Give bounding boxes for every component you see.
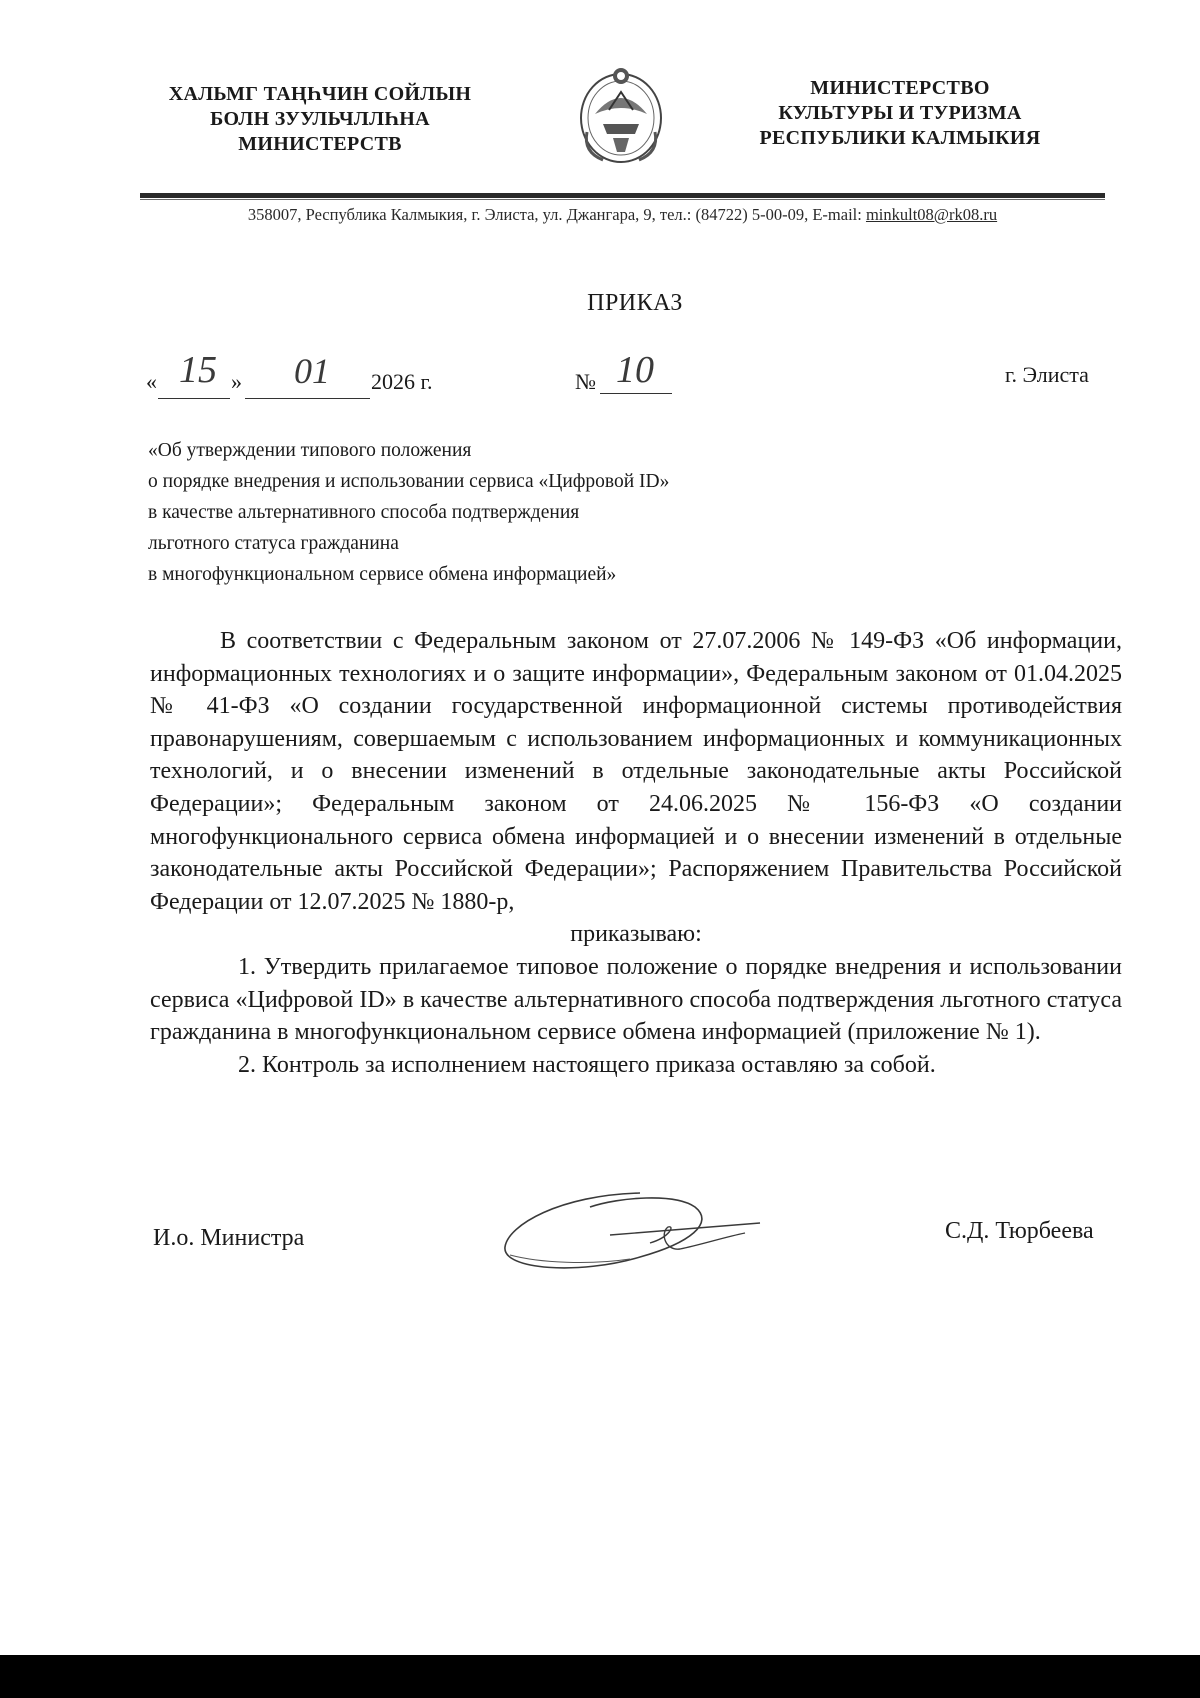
date-month-underline: [245, 398, 370, 399]
header-divider-thin: [140, 199, 1105, 200]
subject-line-3: в качестве альтернативного способа подтверждения: [148, 502, 580, 523]
order-number-handwritten: 10: [616, 349, 654, 391]
ministry-name-russian: [735, 76, 1065, 151]
order-subject: [148, 435, 848, 590]
signer-title: И.о. Министра: [153, 1225, 305, 1251]
ministry-name-kalmyk-line-3: МИНИСТЕРСТВ: [238, 133, 402, 155]
date-year: 2026 г.: [371, 369, 433, 394]
subject-line-5: в многофункциональном сервисе обмена информацией»: [148, 564, 617, 585]
city: г. Элиста: [1005, 362, 1089, 387]
order-word: приказываю:: [570, 921, 702, 948]
subject-line-2: о порядке внедрения и использовании сервиса «Цифровой ID»: [148, 471, 670, 492]
scan-border: [0, 1655, 1200, 1698]
subject-line-4: льготного статуса гражданина: [148, 533, 399, 554]
ministry-name-russian-line-3: РЕСПУБЛИКИ КАЛМЫКИЯ: [759, 127, 1041, 149]
ministry-address: [140, 205, 1105, 225]
handwritten-signature: [500, 1185, 800, 1285]
header-divider-thick: [140, 193, 1105, 198]
order-body: [150, 625, 1122, 1081]
order-item-1: 1. Утвердить прилагаемое типовое положение о порядке внедрения и использовании сервиса «Цифровой ID» в качестве альтернативного способа подтверждения льготного статуса гражданина в многофункциональном сервисе обмена информацией (приложение № 1).: [150, 953, 1122, 1046]
preamble-paragraph: В соответствии с Федеральным законом от 27.07.2006 № 149-ФЗ «Об информации, информационных технологиях и о защите информации», Федеральным законом от 01.04.2025 № 41-ФЗ «О создании государственной информационной системы противодействия правонарушениям, совершаемым с использованием информационных и коммуникационных технологий, и о внесении изменений в отдельные законодательные акты Российской Федерации»; Федеральным законом от 24.06.2025 № 156-ФЗ «О создании многофункционального сервиса обмена информацией и о внесении изменений в отдельные законодательные акты Российской Федерации»; Распоряжением Правительства Российской Федерации от 12.07.2025 № 1880-р,: [150, 628, 1122, 915]
date-month-handwritten: 01: [294, 351, 330, 391]
date-open-quote: «: [146, 369, 157, 394]
ministry-name-kalmyk-line-2: БОЛН ЗУУЛЬЧЛЛҺНА: [210, 108, 430, 130]
address-text: 358007, Республика Калмыкия, г. Элиста, ул. Джангара, 9, тел.: (84722) 5-00-09, E-mail:: [247, 205, 866, 224]
ministry-name-kalmyk-line-1: ХАЛЬМГ ТАҢҺЧИН СОЙЛЫН: [168, 83, 472, 105]
date-day-handwritten: 15: [179, 349, 217, 391]
number-sign: №: [575, 369, 596, 394]
signer-name: С.Д. Тюрбеева: [945, 1218, 1094, 1244]
document-title: ПРИКАЗ: [587, 290, 683, 316]
ministry-name-russian-line-2: КУЛЬТУРЫ И ТУРИЗМА: [778, 102, 1022, 124]
date-close-quote: »: [231, 369, 242, 394]
subject-line-1: «Об утверждении типового положения: [148, 440, 472, 461]
ministry-name-russian-line-1: МИНИСТЕРСТВО: [810, 77, 990, 99]
order-item-2: 2. Контроль за исполнением настоящего приказа оставляю за собой.: [238, 1051, 936, 1078]
date-day-underline: [158, 398, 230, 399]
kalmykia-coat-of-arms-icon: [573, 62, 669, 168]
ministry-name-kalmyk: [150, 82, 490, 157]
email-link[interactable]: minkult08@rk08.ru: [865, 205, 998, 224]
order-number-underline: [600, 393, 672, 394]
